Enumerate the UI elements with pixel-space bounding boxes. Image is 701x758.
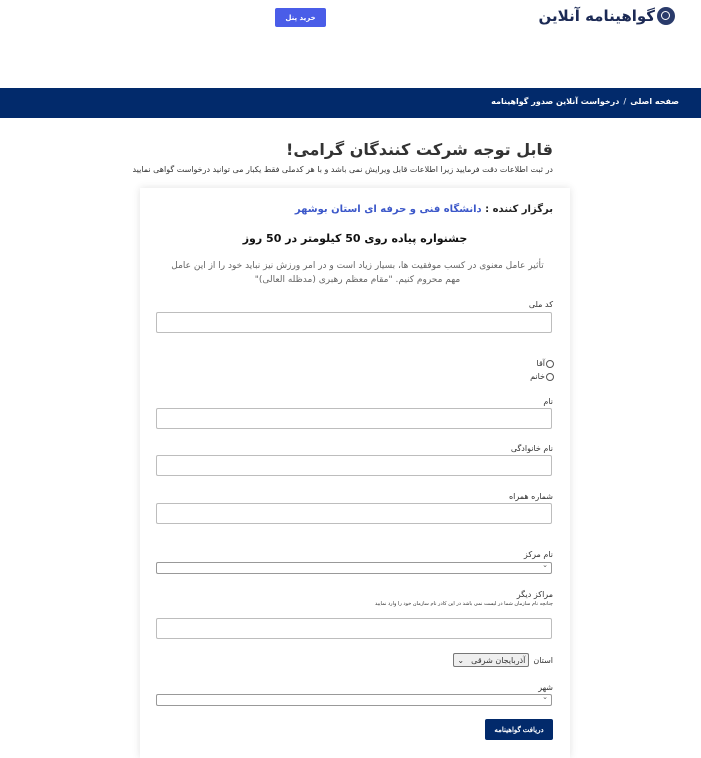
top-header — [0, 0, 701, 88]
province-label: استان — [533, 655, 553, 665]
gender-male-option[interactable] — [537, 359, 554, 368]
notice-text: در ثبت اطلاعات دقت فرمایید زیرا اطلاعات قابل ویرایش نمی باشد و با هر کدملی فقط یکبار می توانید درخواست گواهی نمایید — [132, 165, 553, 174]
other-centers-input[interactable] — [156, 618, 552, 639]
gender-female-option[interactable] — [530, 372, 554, 381]
gender-male-radio[interactable] — [546, 360, 554, 368]
certificate-form-card — [140, 188, 570, 758]
search-certificate-icon — [657, 7, 675, 25]
navigation-band — [0, 88, 701, 118]
mobile-input[interactable] — [156, 503, 552, 524]
province-value: آذربایجان شرقی — [471, 655, 526, 665]
organizer — [295, 204, 553, 215]
quote-text: تأثیر عامل معنوی در کسب موفقیت ها، بسیار زیاد است و در امر ورزش نیز نباید خود را از این عامل مهم محروم کنیم. "مقام معظم رهبری (مدظله العالی)" — [171, 261, 544, 285]
center-label: نام مرکز — [523, 550, 553, 559]
chevron-down-icon: ⌄ — [457, 655, 465, 665]
buy-panel-button[interactable]: خرید پنل — [275, 8, 326, 27]
organizer-value: دانشگاه فنی و حرفه ای استان بوشهر — [294, 204, 482, 215]
organizer-label: برگزار کننده : — [485, 204, 553, 215]
province-select[interactable] — [453, 653, 529, 667]
brand[interactable] — [539, 7, 675, 25]
chevron-down-icon: ⌄ — [542, 693, 548, 701]
city-select[interactable] — [156, 694, 552, 706]
breadcrumb-home[interactable]: صفحه اصلی — [630, 97, 679, 106]
national-code-label: کد ملی — [528, 300, 553, 309]
brand-name: گواهینامه آنلاین — [538, 7, 655, 25]
page-title: قابل توجه شرکت کنندگان گرامی! — [286, 140, 553, 159]
chevron-down-icon: ⌄ — [542, 561, 548, 569]
national-code-input[interactable] — [156, 312, 552, 333]
breadcrumb — [491, 97, 679, 106]
last-name-label: نام خانوادگی — [510, 444, 553, 453]
first-name-label: نام — [543, 397, 553, 406]
province-row — [453, 653, 553, 667]
event-title: جشنواره پیاده روی 50 کیلومتر در 50 روز — [242, 232, 468, 245]
gender-female-radio[interactable] — [546, 373, 554, 381]
gender-male-label: آقا — [536, 359, 545, 368]
first-name-input[interactable] — [156, 408, 552, 429]
last-name-input[interactable] — [156, 455, 552, 476]
city-label: شهر — [538, 683, 553, 692]
get-certificate-button[interactable]: دریافت گواهینامه — [485, 719, 553, 740]
center-select[interactable] — [156, 562, 552, 574]
breadcrumb-separator: / — [623, 97, 627, 106]
mobile-label: شماره همراه — [508, 492, 553, 501]
other-centers-label: مراکز دیگر — [516, 590, 553, 599]
breadcrumb-current: درخواست آنلاین صدور گواهینامه — [491, 97, 620, 106]
gender-female-label: خانم — [530, 372, 545, 381]
other-centers-help: چنانچه نام سازمان شما در لیست نمی باشد در این کادر نام سازمان خود را وارد نمایید — [375, 601, 553, 607]
